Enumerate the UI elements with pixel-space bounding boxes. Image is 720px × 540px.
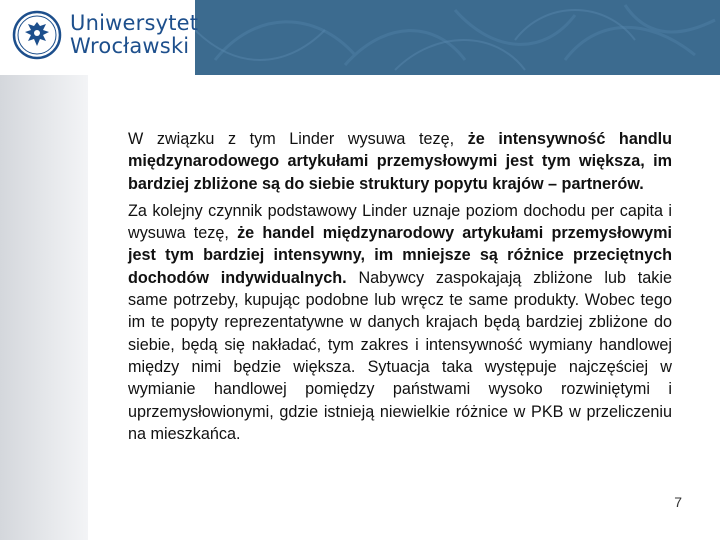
- header-band: [195, 0, 720, 75]
- header-wave-pattern: [195, 0, 720, 75]
- page-number: 7: [674, 494, 682, 510]
- left-decorative-band: [0, 75, 88, 540]
- university-logo[interactable]: [0, 0, 199, 75]
- paragraph-bold-thesis: że intensywność handlu międzynarodowego artykułami przemysłowymi jest tym większa, im bardziej zbliżone są do siebie struktury popytu krajów – partnerów.: [128, 130, 672, 193]
- paragraph-text: Nabywcy zaspokajają zbliżone lub takie same potrzeby, kupując podobne lub wręcz te same produkty. Wobec tego im te popyty reprezentatywne w danych krajach będą bardziej zbliżone do siebie, będą się nakładać, tym zakres i intensywność wymiany handlowej między nimi będzie większa. Sytuacja taka występuje najczęściej w wymianie handlowej pomiędzy państwami wysoko rozwiniętymi i uprzemysłowionymi, gdzie istnieją niewielkie różnice w PKB w przeliczeniu na mieszkańca.: [128, 268, 672, 443]
- paragraph-bold-thesis: że handel międzynarodowy artykułami przemysłowymi jest tym bardziej intensywny, im mniejsze są różnice przeciętnych dochodów indywidualnych.: [128, 224, 672, 287]
- paragraph-text: Za kolejny czynnik podstawowy Linder uznaje poziom dochodu per capita i wysuwa tezę,: [128, 201, 672, 243]
- paragraph-text: W związku z tym Linder wysuwa tezę,: [128, 130, 468, 148]
- university-name-line2: Wrocławski: [70, 34, 190, 58]
- university-eagle-emblem-icon: [12, 10, 62, 60]
- slide-body-text: [128, 128, 672, 450]
- paragraph-linder-demand-structure: [128, 128, 672, 195]
- university-name: [70, 12, 198, 58]
- university-name-line1: Uniwersytet: [70, 11, 199, 35]
- paragraph-linder-income-level: [128, 200, 672, 445]
